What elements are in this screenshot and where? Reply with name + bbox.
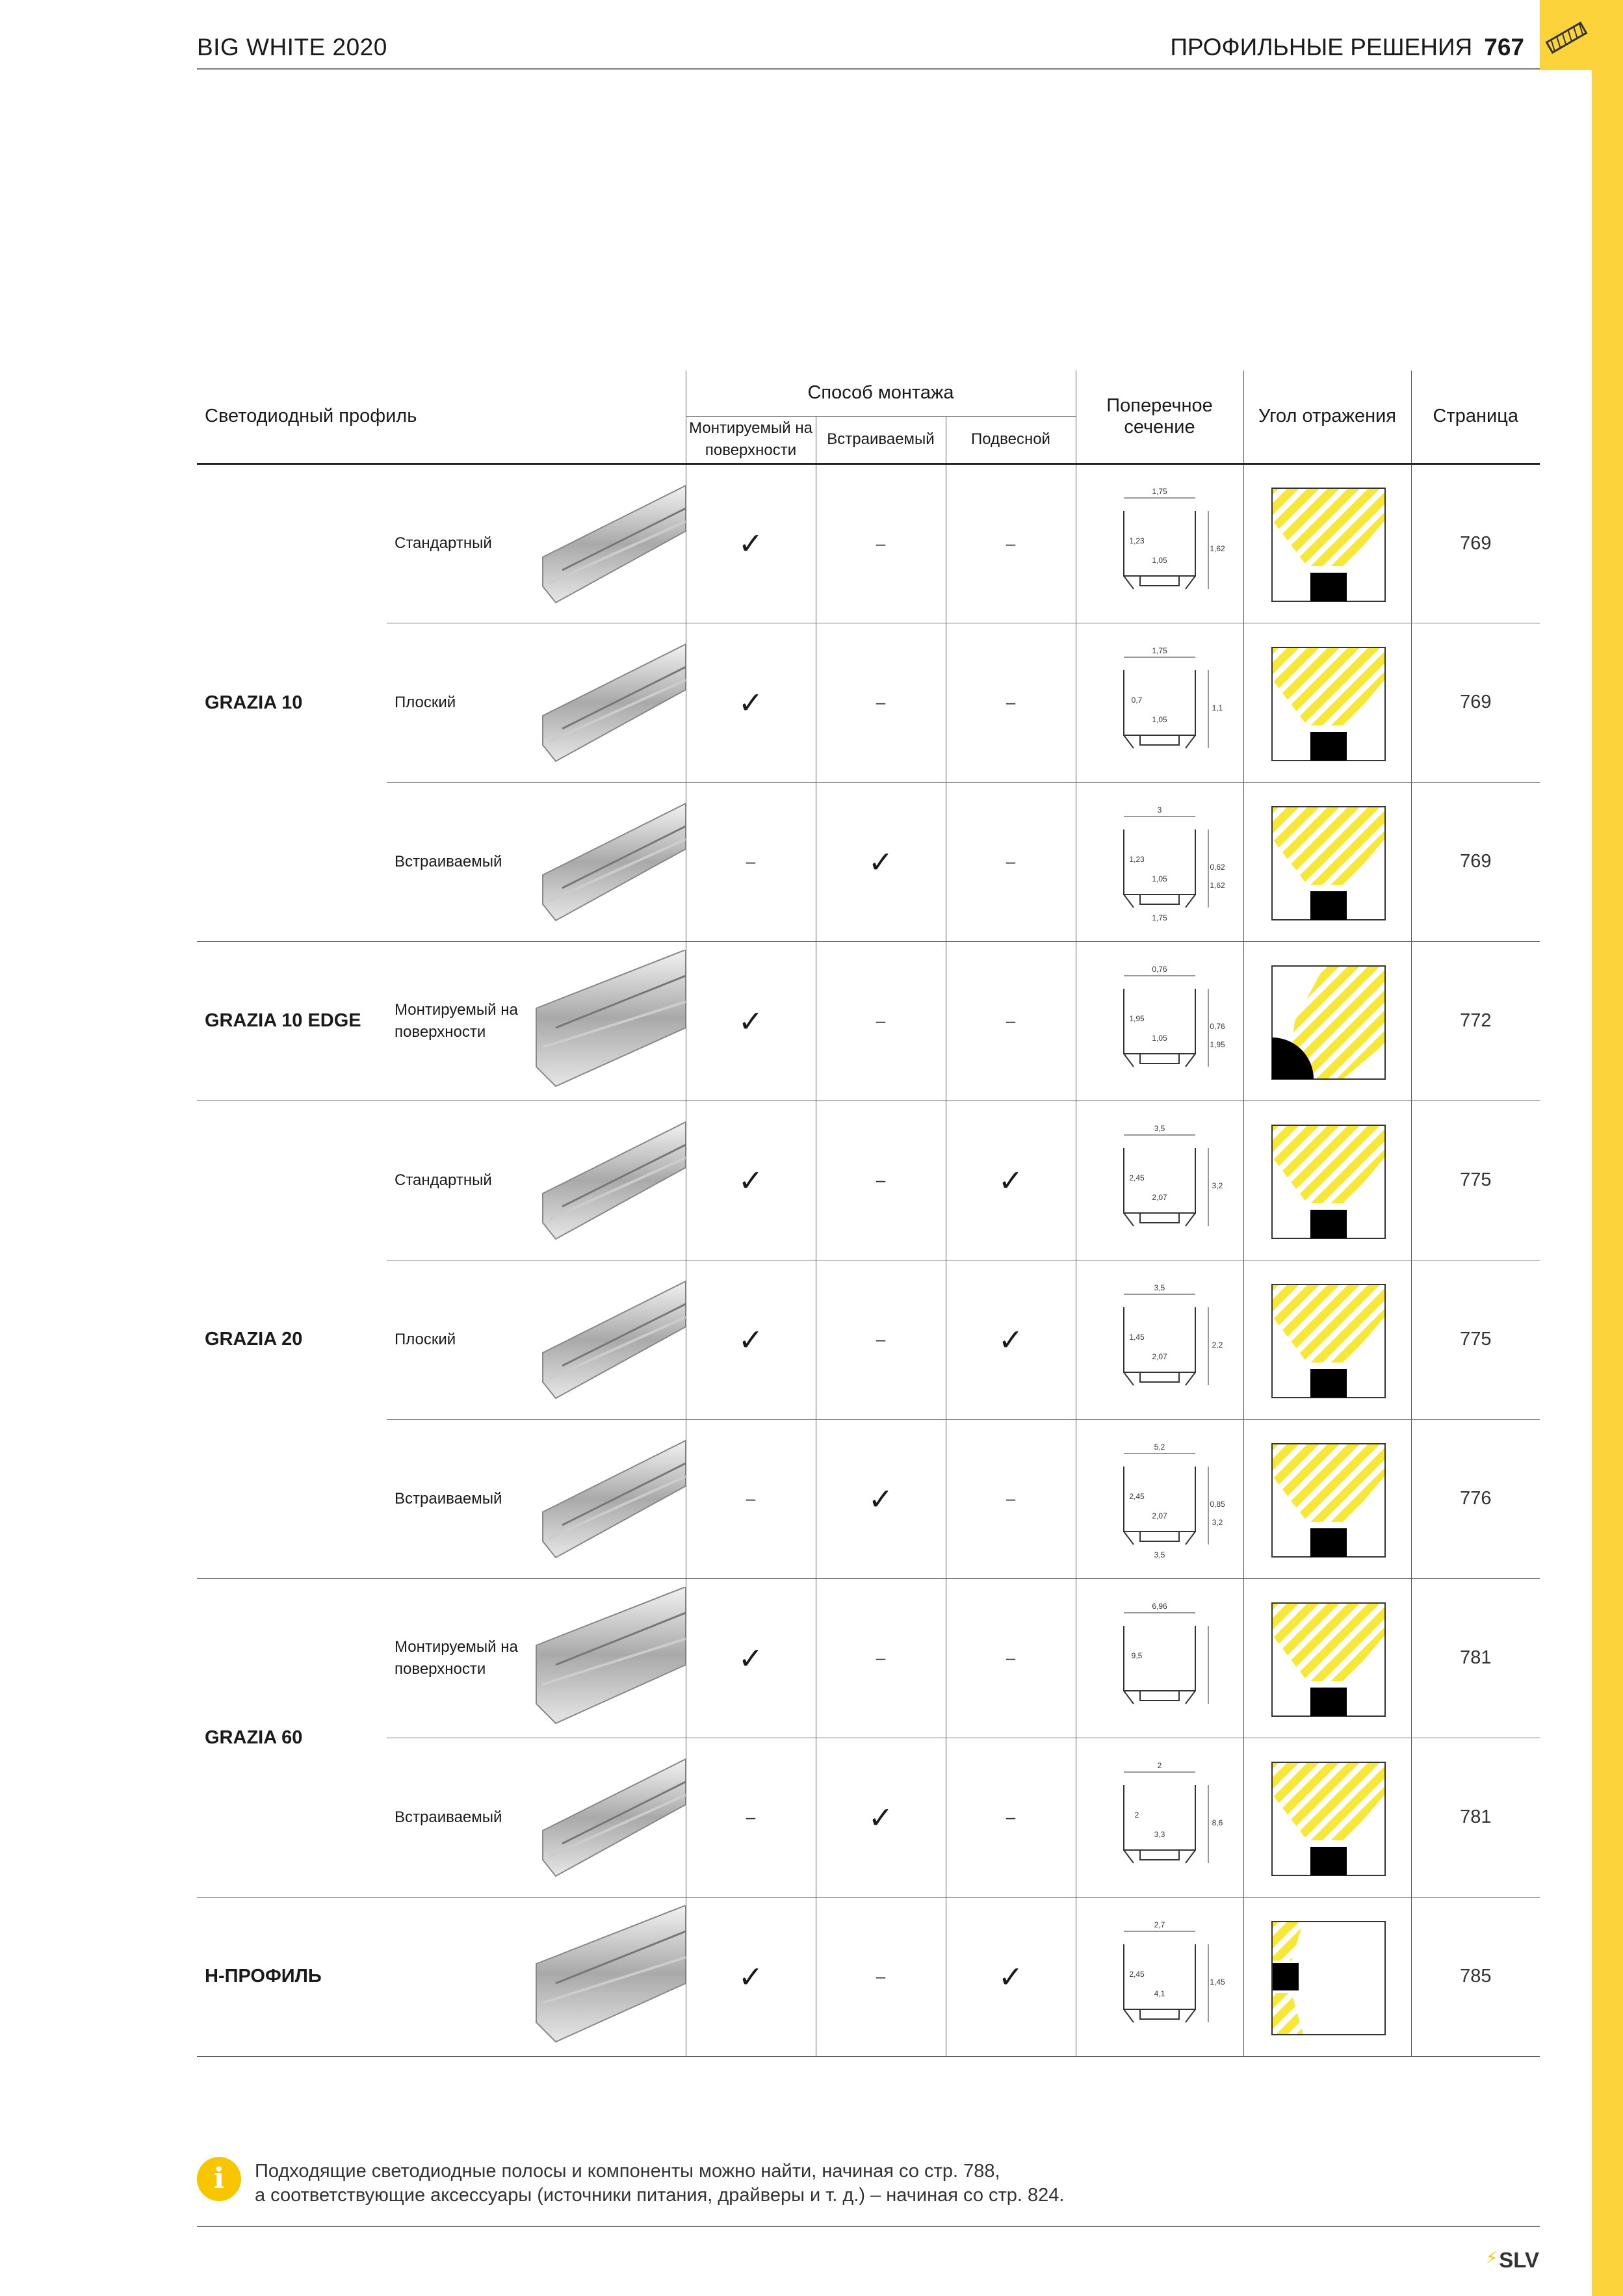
dimension-label: 1,45 [1210, 1977, 1225, 1987]
mount-suspended: – [946, 941, 1076, 1101]
cross-section-cell [1076, 782, 1243, 941]
dimension-label: 2 [1157, 1760, 1162, 1770]
profile-photo [517, 790, 686, 933]
dimension-label: 1,05 [1152, 1033, 1167, 1043]
cross-section-drawing [1085, 1434, 1234, 1564]
beam-angle-cell [1243, 941, 1411, 1101]
beam-angle-diagram [1266, 1756, 1389, 1879]
mount-recessed: – [816, 1101, 946, 1260]
mount-surface: ✓ [686, 1101, 816, 1260]
profile-photo [517, 1268, 686, 1411]
table-row [197, 1260, 1540, 1419]
table-row [197, 463, 1540, 623]
page-reference: 775 [1411, 1101, 1540, 1260]
profile-family: H-ПРОФИЛЬ [197, 1897, 387, 2056]
cross-section-drawing [1085, 1753, 1234, 1883]
profile-outline [1124, 1148, 1195, 1226]
header-recessed: Встраиваемый [816, 416, 946, 463]
header-beam-angle: Угол отражения [1243, 371, 1411, 463]
profile-outline [1124, 1626, 1195, 1704]
beam-angle-diagram [1266, 800, 1389, 924]
profile-photo [517, 1428, 686, 1571]
yellow-side-bar [1592, 0, 1623, 2296]
cross-section-drawing [1085, 797, 1234, 927]
table-row [197, 1897, 1540, 2056]
beam-angle-diagram [1266, 1119, 1389, 1242]
dimension-label: 3,5 [1154, 1123, 1165, 1133]
section-title: ПРОФИЛЬНЫЕ РЕШЕНИЯ [1170, 34, 1473, 60]
mount-surface: ✓ [686, 1897, 816, 2056]
dimension-label: 1,23 [1129, 536, 1145, 545]
dimension-label: 1,1 [1212, 703, 1223, 712]
profile-variant: Стандартный [395, 1171, 492, 1189]
mount-recessed: ✓ [816, 1419, 946, 1578]
cross-section-drawing [1085, 956, 1234, 1086]
profile-outline [1124, 989, 1195, 1067]
profile-variant-cell [387, 463, 686, 623]
cross-section-cell [1076, 1101, 1243, 1260]
profile-outline [1124, 1785, 1195, 1863]
cross-section-cell [1076, 1578, 1243, 1738]
dimension-label: 6,96 [1152, 1601, 1167, 1611]
profile-variant-cell [387, 782, 686, 941]
dimension-label: 2 [1134, 1810, 1139, 1820]
profile-family: GRAZIA 10 [197, 463, 387, 941]
beam-angle-cell [1243, 1897, 1411, 2056]
mount-recessed: – [816, 1897, 946, 2056]
table-row [197, 1101, 1540, 1260]
profile-variant-cell [387, 623, 686, 782]
dimension-label: 0,85 [1210, 1499, 1225, 1509]
mount-suspended: – [946, 1738, 1076, 1897]
page-reference: 775 [1411, 1260, 1540, 1419]
dimension-label: 2,7 [1154, 1920, 1165, 1929]
dimension-label: 2,07 [1152, 1192, 1167, 1202]
dimension-label: 2,45 [1129, 1173, 1145, 1182]
cross-section-drawing [1085, 478, 1234, 608]
dimension-label: 1,95 [1210, 1039, 1225, 1049]
led-source [1273, 1963, 1299, 1990]
cross-section-drawing [1085, 1115, 1234, 1246]
profile-outline [1124, 1307, 1195, 1385]
profile-photo [517, 473, 686, 616]
dimension-label: 3,2 [1212, 1181, 1223, 1190]
beam-angle-diagram [1266, 1915, 1389, 2039]
led-source [1310, 1847, 1347, 1875]
mount-surface: ✓ [686, 1260, 816, 1419]
led-source [1310, 1528, 1347, 1557]
beam-angle-diagram [1266, 1597, 1389, 1720]
profile-variant-cell [387, 1419, 686, 1578]
table-row [197, 1738, 1540, 1897]
chapter-tab [1540, 0, 1593, 70]
cross-section-cell [1076, 623, 1243, 782]
page-number: 767 [1484, 34, 1524, 60]
mount-suspended: – [946, 1578, 1076, 1738]
beam-angle-diagram [1266, 482, 1389, 605]
mount-suspended: ✓ [946, 1101, 1076, 1260]
dimension-label: 2,2 [1212, 1340, 1223, 1350]
profile-variant: Встраиваемый [395, 1808, 502, 1826]
mount-surface: ✓ [686, 941, 816, 1101]
dimension-label: 1,62 [1210, 544, 1225, 553]
profile-variant: Стандартный [395, 534, 492, 552]
beam-angle-diagram [1266, 641, 1389, 764]
mount-suspended: – [946, 782, 1076, 941]
mount-surface: ✓ [686, 463, 816, 623]
profile-photo [517, 1109, 686, 1252]
footnote-line-1: Подходящие светодиодные полосы и компоненты можно найти, начиная со стр. 788, [255, 2161, 1000, 2182]
led-source [1310, 1369, 1347, 1398]
beam-angle-cell [1243, 1419, 1411, 1578]
dimension-label: 5,2 [1154, 1442, 1165, 1452]
profile-variant: Встраиваемый [395, 852, 502, 870]
profile-variant: Встраиваемый [395, 1489, 502, 1507]
dimension-label: 3,2 [1212, 1517, 1223, 1527]
beam-angle-diagram [1266, 959, 1389, 1083]
mount-recessed: – [816, 1260, 946, 1419]
beam-angle-cell [1243, 1738, 1411, 1897]
beam-angle-cell [1243, 463, 1411, 623]
profile-outline [1124, 829, 1195, 907]
slv-logo: ⚡SLV [1486, 2248, 1539, 2272]
beam-angle-cell [1243, 1260, 1411, 1419]
profile-variant-cell [387, 1738, 686, 1897]
dimension-label: 1,75 [1152, 913, 1167, 922]
mount-suspended: – [946, 623, 1076, 782]
dimension-label: 1,05 [1152, 714, 1167, 724]
dimension-label: 8,6 [1212, 1818, 1223, 1827]
profile-family: GRAZIA 60 [197, 1578, 387, 1897]
profile-outline [1124, 670, 1195, 748]
header-cross-section: Поперечное сечение [1076, 371, 1243, 463]
footer-divider [197, 2226, 1540, 2227]
cross-section-cell [1076, 1738, 1243, 1897]
header-surface: Монтируемый на поверхности [686, 416, 816, 463]
profile-family: GRAZIA 20 [197, 1101, 387, 1578]
section-header [1170, 34, 1524, 61]
mount-recessed: – [816, 463, 946, 623]
cross-section-cell [1076, 1897, 1243, 2056]
beam-angle-cell [1243, 782, 1411, 941]
dimension-label: 1,05 [1152, 874, 1167, 883]
profile-variant: Монтируемый на поверхности [395, 1000, 518, 1041]
mount-suspended: ✓ [946, 1897, 1076, 2056]
page-reference: 769 [1411, 782, 1540, 941]
info-icon: i [197, 2157, 241, 2201]
dimension-label: 3,5 [1154, 1550, 1165, 1559]
dimension-label: 2,07 [1152, 1511, 1167, 1520]
led-source [1310, 732, 1347, 761]
mount-surface: – [686, 1738, 816, 1897]
mount-recessed: – [816, 941, 946, 1101]
mount-recessed: – [816, 623, 946, 782]
beam-angle-cell [1243, 623, 1411, 782]
header-page: Страница [1411, 371, 1540, 463]
profile-photo [517, 1905, 686, 2048]
profile-photo [517, 631, 686, 774]
catalog-title: BIG WHITE 2020 [197, 34, 387, 60]
cross-section-cell [1076, 1419, 1243, 1578]
profile-variant-cell [387, 1897, 686, 2056]
dimension-label: 3 [1157, 805, 1162, 815]
cross-section-drawing [1085, 1275, 1234, 1405]
dimension-label: 1,95 [1129, 1013, 1145, 1023]
dimension-label: 2,07 [1152, 1351, 1167, 1361]
dimension-label: 0,62 [1210, 862, 1225, 872]
profile-variant: Монтируемый на поверхности [395, 1637, 518, 1678]
profile-variant-cell [387, 941, 686, 1101]
profile-family: GRAZIA 10 EDGE [197, 941, 387, 1101]
header-mounting: Способ монтажа [686, 371, 1076, 416]
profile-outline [1124, 1944, 1195, 2022]
cross-section-drawing [1085, 638, 1234, 768]
dimension-label: 0,7 [1131, 695, 1143, 705]
beam-angle-cell [1243, 1101, 1411, 1260]
dimension-label: 1,75 [1152, 646, 1167, 655]
table-row [197, 623, 1540, 782]
header-suspended: Подвесной [946, 416, 1076, 463]
dimension-label: 3,3 [1154, 1829, 1165, 1839]
cross-section-drawing [1085, 1912, 1234, 2042]
footnote [255, 2159, 1065, 2208]
dimension-label: 4,1 [1154, 1989, 1165, 1998]
header-profile: Светодиодный профиль [197, 371, 686, 463]
led-source [1310, 1688, 1347, 1716]
mount-recessed: – [816, 1578, 946, 1738]
beam-angle-diagram [1266, 1278, 1389, 1402]
table-body [197, 463, 1540, 2056]
dimension-label: 1,62 [1210, 880, 1225, 890]
profile-outline [1124, 511, 1195, 589]
profile-photo [517, 1746, 686, 1889]
profile-table [197, 371, 1540, 2057]
dimension-label: 2,45 [1129, 1969, 1145, 1979]
profile-variant-cell [387, 1101, 686, 1260]
dimension-label: 0,76 [1152, 964, 1167, 974]
page-reference: 769 [1411, 463, 1540, 623]
led-source [1310, 573, 1347, 601]
profile-variant [387, 1898, 531, 2056]
mount-surface: ✓ [686, 623, 816, 782]
table-row [197, 1578, 1540, 1738]
profile-photo [517, 1587, 686, 1730]
dimension-label: 3,5 [1154, 1283, 1165, 1292]
profile-variant-cell [387, 1578, 686, 1738]
page-reference: 785 [1411, 1897, 1540, 2056]
table-row [197, 941, 1540, 1101]
cross-section-cell [1076, 463, 1243, 623]
profile-variant: Плоский [395, 1330, 456, 1348]
beam-angle-diagram [1266, 1437, 1389, 1561]
dimension-label: 2,45 [1129, 1491, 1145, 1501]
dimension-label: 1,05 [1152, 556, 1167, 565]
table-row [197, 1419, 1540, 1578]
profile-variant: Плоский [395, 693, 456, 711]
dimension-label: 1,23 [1129, 854, 1145, 864]
mount-recessed: ✓ [816, 782, 946, 941]
cross-section-drawing [1085, 1593, 1234, 1723]
page-reference: 781 [1411, 1578, 1540, 1738]
dimension-label: 1,75 [1152, 487, 1167, 496]
mount-suspended: – [946, 463, 1076, 623]
page-reference: 769 [1411, 623, 1540, 782]
page-reference: 781 [1411, 1738, 1540, 1897]
header-divider [197, 68, 1540, 70]
dimension-label: 9,5 [1131, 1650, 1143, 1660]
profile-variant-cell [387, 1260, 686, 1419]
page-reference: 772 [1411, 941, 1540, 1101]
mount-surface: – [686, 782, 816, 941]
page-reference: 776 [1411, 1419, 1540, 1578]
mount-suspended: – [946, 1419, 1076, 1578]
dimension-label: 1,45 [1129, 1332, 1145, 1342]
beam-angle-cell [1243, 1578, 1411, 1738]
mount-surface: – [686, 1419, 816, 1578]
profile-outline [1124, 1467, 1195, 1545]
cross-section-cell [1076, 941, 1243, 1101]
table-row [197, 782, 1540, 941]
footnote-line-2: а соответствующие аксессуары (источники питания, драйверы и т. д.) – начиная со стр. 824. [255, 2185, 1065, 2206]
mount-surface: ✓ [686, 1578, 816, 1738]
cross-section-cell [1076, 1260, 1243, 1419]
dimension-label: 0,76 [1210, 1021, 1225, 1031]
profile-photo [517, 950, 686, 1093]
profile-chapter-icon [1540, 0, 1593, 70]
led-source [1310, 891, 1347, 920]
mount-recessed: ✓ [816, 1738, 946, 1897]
led-source [1310, 1210, 1347, 1238]
mount-suspended: ✓ [946, 1260, 1076, 1419]
